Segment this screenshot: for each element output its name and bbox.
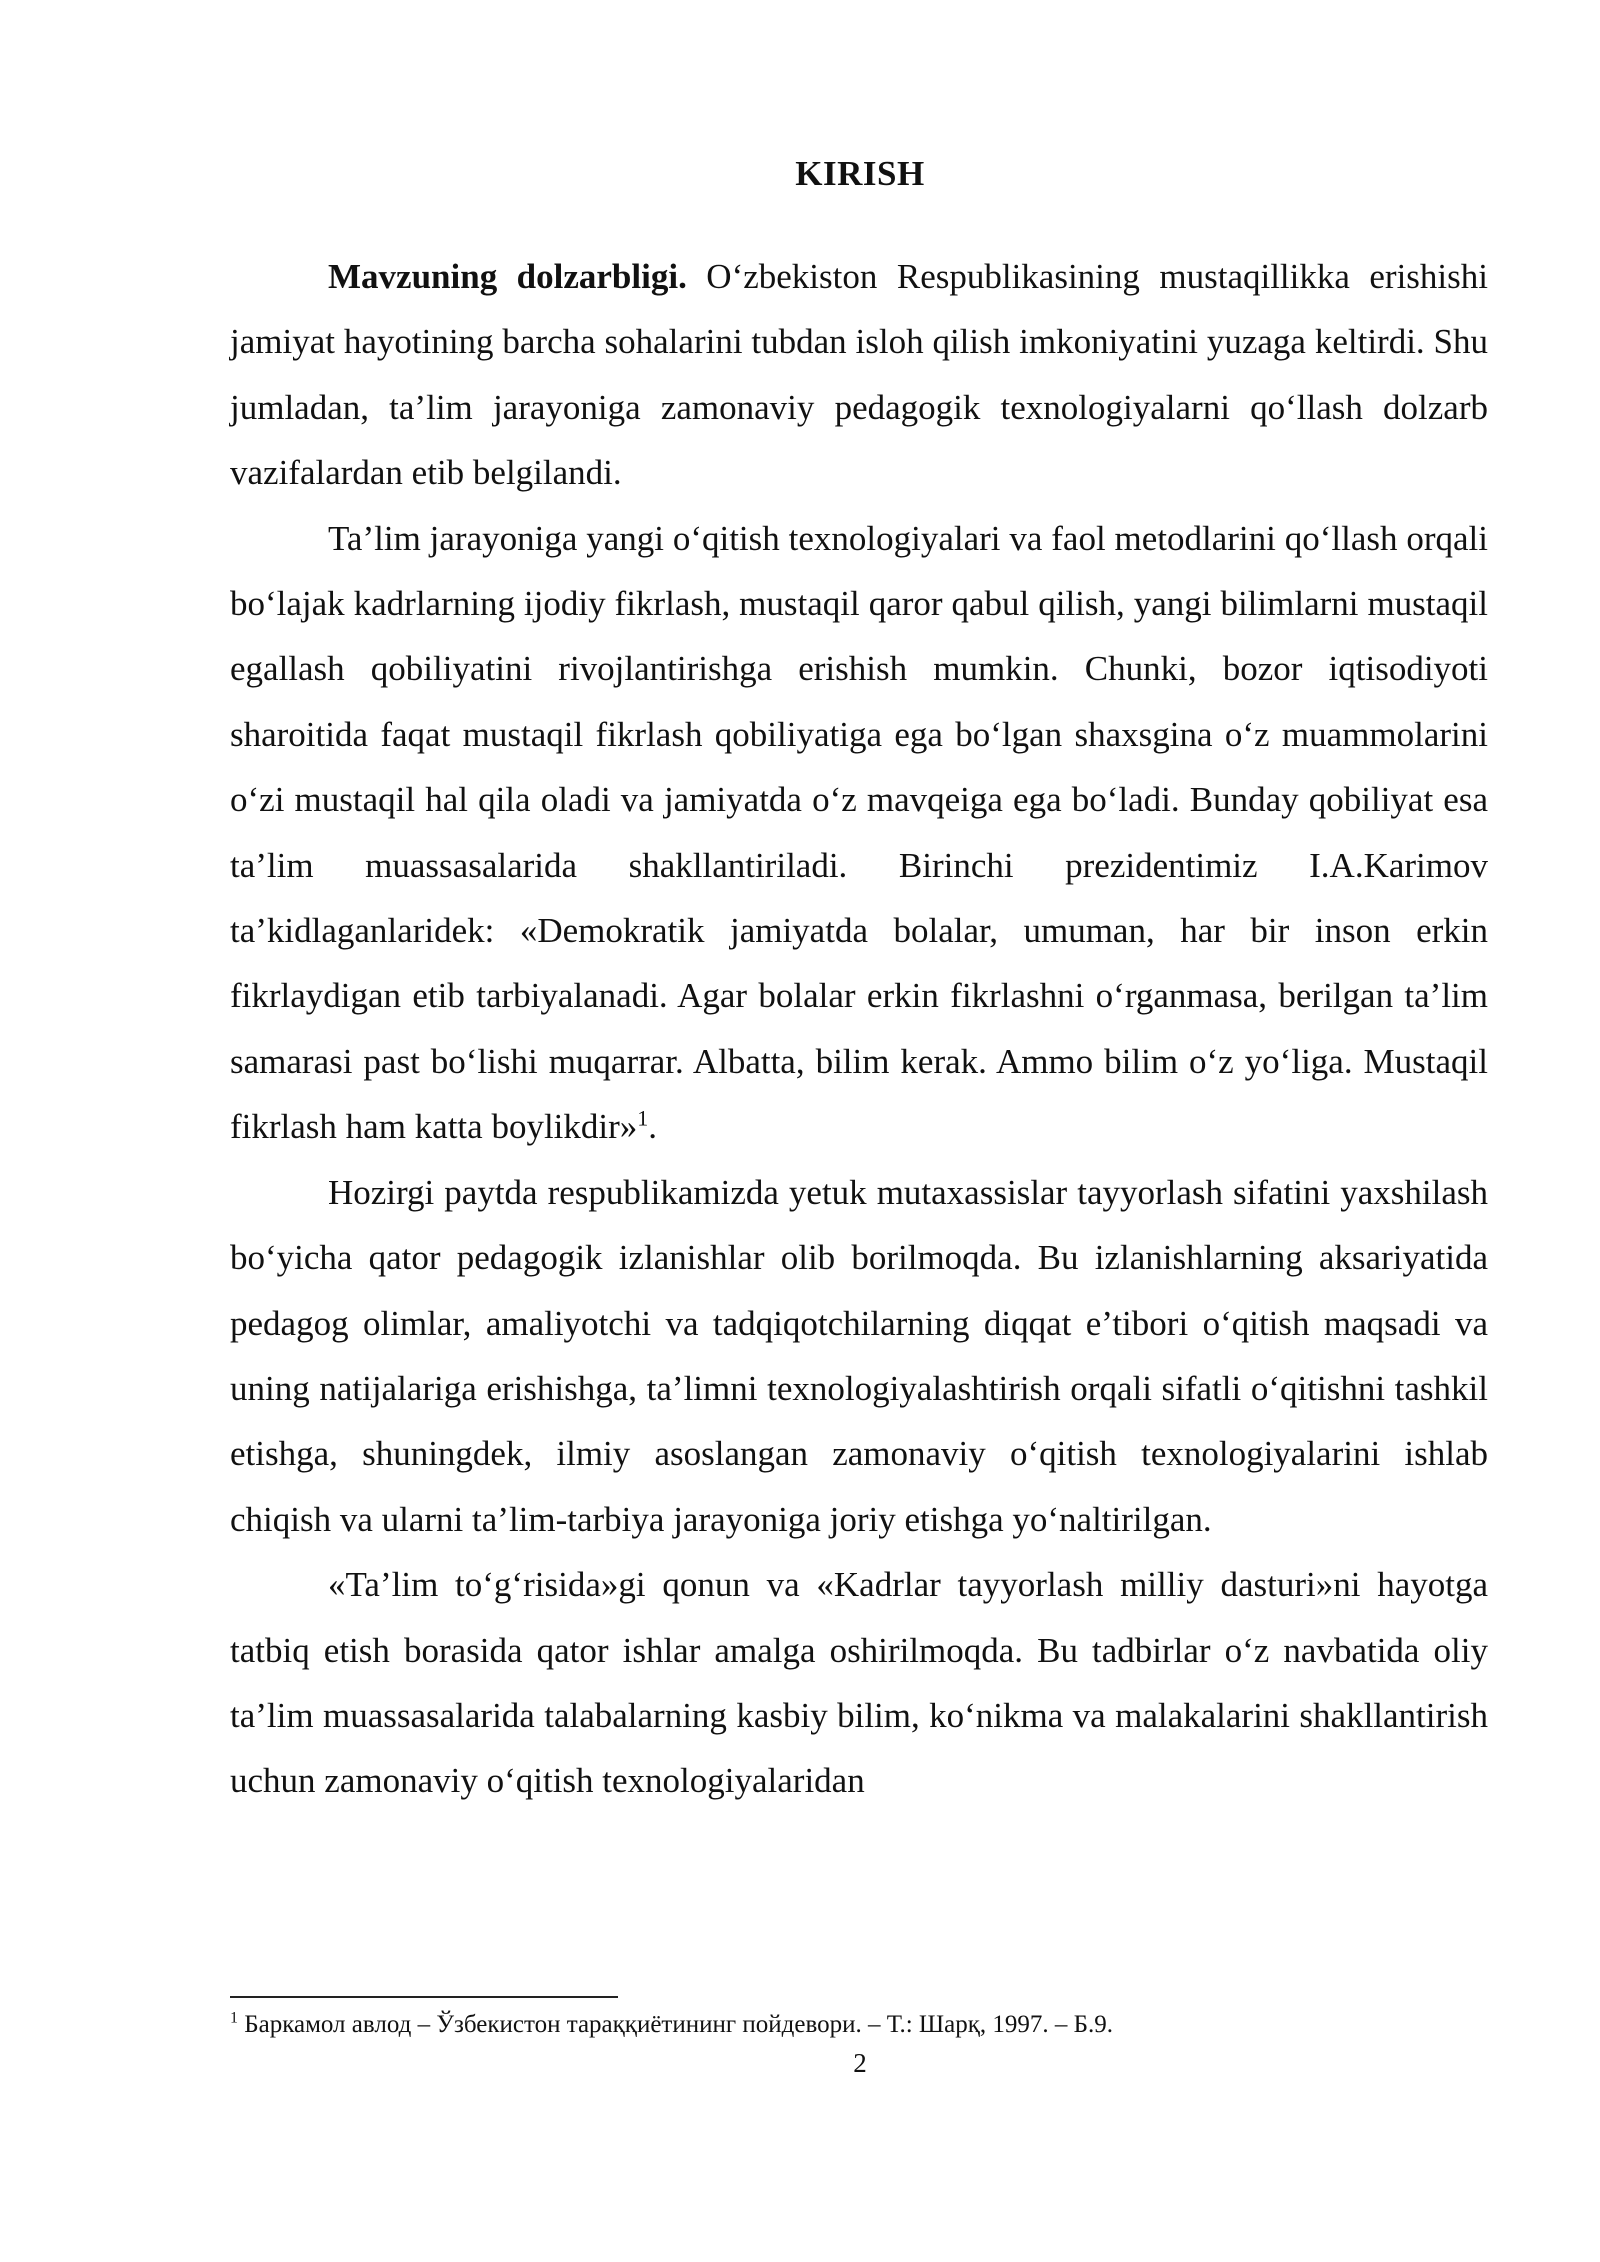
paragraph-law <box>230 1552 1488 1814</box>
paragraph-tail: . <box>648 1107 658 1147</box>
paragraph-text: O‘zbekiston Respublikasining mustaqillikka erishishi jamiyat hayotining barcha sohalarini tubdan isloh qilish imkoniyatini yuzaga keltirdi. Shu jumladan, ta’lim jarayoniga zamonaviy pedagogik texnologiyalarni qo‘llash dolzarb vazifalardan etib belgilandi. <box>230 257 1488 493</box>
paragraph-text: «Ta’lim to‘g‘risida»gi qonun va «Kadrlar tayyorlash milliy dasturi»ni hayotga tatbiq etish borasida qator ishlar amalga oshirilmoqda. Bu tadbirlar o‘z navbatida oliy ta’lim muassasalarida talabalarning kasbiy bilim, ko‘nikma va malakalarini shakllantirish uchun zamonaviy o‘qitish texnologiyalaridan <box>230 1565 1488 1801</box>
footnote-divider <box>230 1996 618 1998</box>
paragraph-relevance <box>230 244 1488 506</box>
paragraph-text: Ta’lim jarayoniga yangi o‘qitish texnologiyalari va faol metodlarini qo‘llash orqali bo‘lajak kadrlarning ijodiy fikrlash, mustaqil qaror qabul qilish, yangi bilimlarni mustaqil egallash qobiliyatini rivojlantirishga erishish mumkin. Chunki, bozor iqtisodiyoti sharoitida faqat mustaqil fikrlash qobiliyatiga ega bo‘lgan shaxsgina o‘z muammolarini o‘zi mustaqil hal qila oladi va jamiyatda o‘z mavqeiga ega bo‘ladi. Bunday qobiliyat esa ta’lim muassasalarida shakllantiriladi. Birinchi prezidentimiz I.A.Karimov ta’kidlaganlaridek: «Demokratik jamiyatda bolalar, umuman, har bir inson erkin fikrlaydigan etib tarbiyalanadi. Agar bolalar erkin fikrlashni o‘rganmasa, berilgan ta’lim samarasi past bo‘lishi muqarrar. Albatta, bilim kerak. Ammo bilim o‘z yo‘liga. Mustaqil fikrlash ham katta boylikdir» <box>230 518 1488 1147</box>
paragraph-research <box>230 1160 1488 1552</box>
page-title: KIRISH <box>795 154 925 193</box>
paragraph-text: Hozirgi paytda respublikamizda yetuk mutaxassislar tayyorlash sifatini yaxshilash bo‘yicha qator pedagogik izlanishlar olib borilmoqda. Bu izlanishlarning aksariyatida pedagog olimlar, amaliyotchi va tadqiqotchilarning diqqat e’tibori o‘qitish maqsadi va uning natijalariga erishishga, ta’limni texnologiyalashtirish orqali sifatli o‘qitishni tashkil etishga, shuningdek, ilmiy asoslangan zamonaviy o‘qitish texnologiyalarini ishlab chiqish va ularni ta’lim-tarbiya jarayoniga joriy etishga yo‘naltirilgan. <box>230 1172 1488 1539</box>
paragraph-lead-heading: Mavzuning dolzarbligi. <box>328 257 687 296</box>
body-text <box>230 244 1488 1814</box>
footnote-number: 1 <box>230 2009 238 2027</box>
paragraph-methods <box>230 506 1488 1160</box>
footnote-text: Баркамол авлод – Ўзбекистон тараққиётининг пойдевори. – Т.: Шарқ, 1997. – Б.9. <box>238 2011 1113 2038</box>
footnote <box>230 2008 1490 2042</box>
page-number: 2 <box>853 2048 867 2078</box>
footnote-reference[interactable]: 1 <box>637 1105 649 1131</box>
